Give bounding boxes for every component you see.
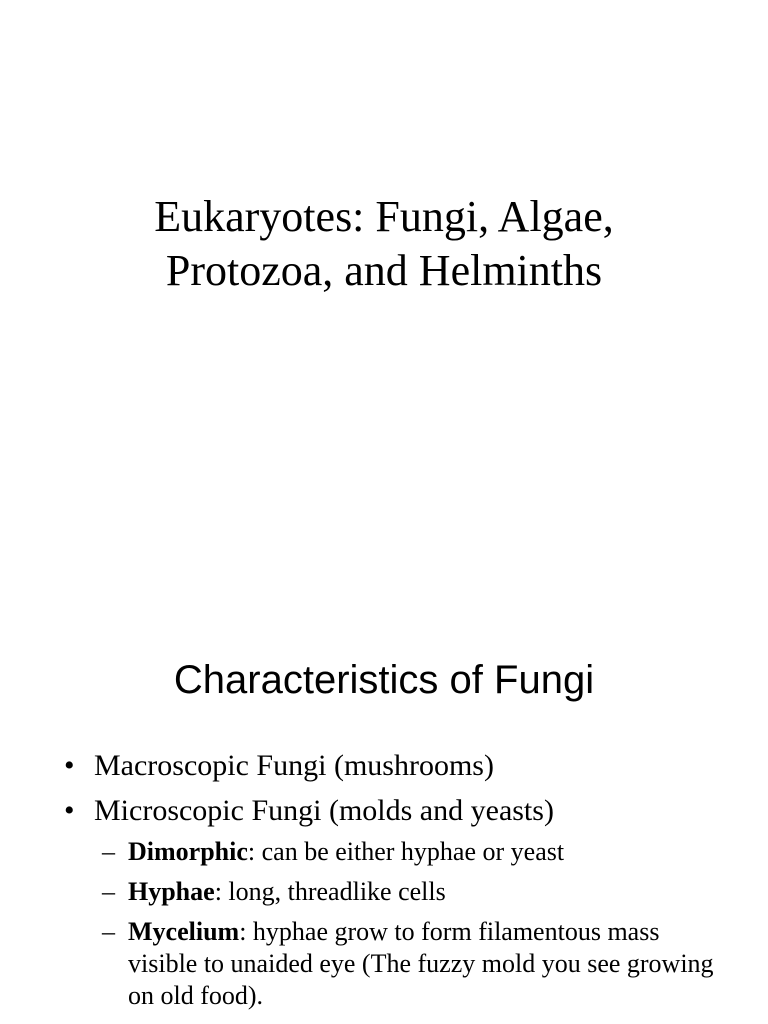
title-line-1: Eukaryotes: Fungi, Algae,	[154, 192, 614, 241]
bullet-text: Macroscopic Fungi (mushrooms)	[94, 749, 494, 782]
title-line-2: Protozoa, and Helminths	[165, 246, 603, 295]
sub-bullet-text: : hyphae grow to form filamentous mass visible to unaided eye (The fuzzy mold you see growing on old food).	[128, 917, 714, 1010]
slide-characteristics	[0, 576, 768, 1024]
sub-bullet-marker: –	[102, 917, 115, 946]
sub-bullet-term: Dimorphic	[128, 837, 248, 866]
sub-bullet-term: Hyphae	[128, 877, 215, 906]
sub-bullet-marker: –	[102, 837, 115, 866]
slide-heading: Characteristics of Fungi	[173, 658, 595, 702]
bullet-marker: •	[64, 794, 75, 827]
sub-bullet-item	[0, 876, 768, 908]
bullet-marker: •	[64, 749, 75, 782]
sub-bullet-text: : long, threadlike cells	[214, 877, 446, 906]
bullet-list	[0, 746, 768, 1020]
sub-bullet-item	[0, 916, 768, 1012]
bullet-item	[0, 791, 768, 831]
sub-bullet-term: Mycelium	[128, 917, 240, 946]
bullet-text: Microscopic Fungi (molds and yeasts)	[94, 794, 554, 827]
sub-bullet-list	[0, 836, 768, 1012]
sub-bullet-item	[0, 836, 768, 868]
sub-bullet-text: : can be either hyphae or yeast	[247, 837, 565, 866]
bullet-item	[0, 746, 768, 786]
sub-bullet-marker: –	[102, 877, 115, 906]
slide-title-heading	[0, 190, 768, 298]
